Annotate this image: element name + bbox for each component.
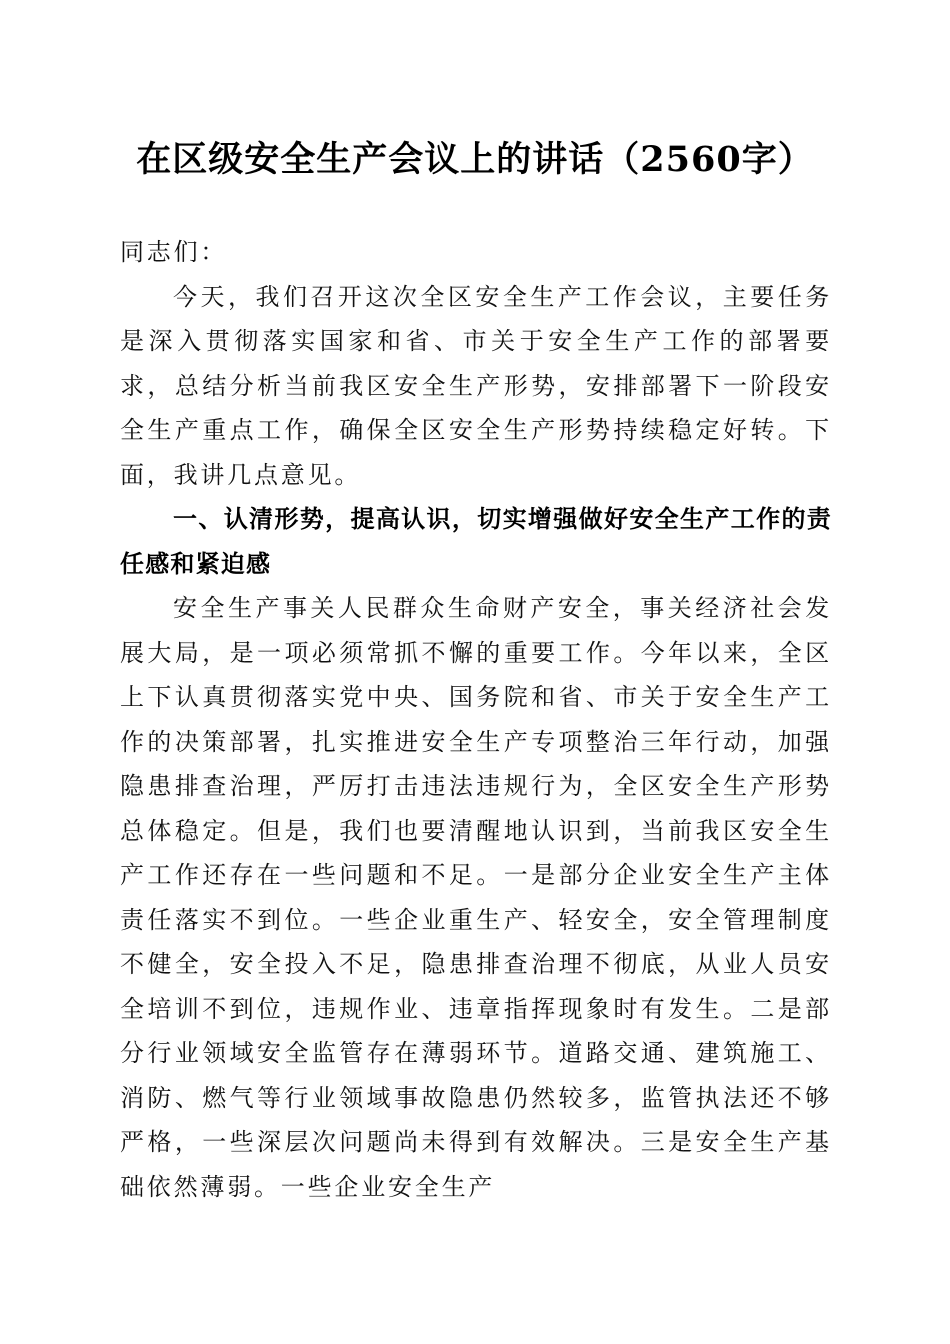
- document-title: 在区级安全生产会议上的讲话（2560字）: [136, 139, 814, 180]
- document-body: [120, 230, 832, 1209]
- salutation: 同志们：: [120, 238, 228, 266]
- section-heading: 一、认清形势，提高认识，切实增强做好安全生产工作的责任感和紧迫感: [120, 505, 832, 578]
- section-paragraph: 安全生产事关人民群众生命财产安全，事关经济社会发展大局，是一项必须常抓不懈的重要工作。今年以来，全区上下认真贯彻落实党中央、国务院和省、市关于安全生产工作的决策部署，扎实推进安全生产专项整治三年行动，加强隐患排查治理，严厉打击违法违规行为，全区安全生产形势总体稳定。但是，我们也要清醒地认识到，当前我区安全生产工作还存在一些问题和不足。一是部分企业安全生产主体责任落实不到位。一些企业重生产、轻安全，安全管理制度不健全，安全投入不足，隐患排查治理不彻底，从业人员安全培训不到位，违规作业、违章指挥现象时有发生。二是部分行业领域安全监管存在薄弱环节。道路交通、建筑施工、消防、燃气等行业领域事故隐患仍然较多，监管执法还不够严格，一些深层次问题尚未得到有效解决。三是安全生产基础依然薄弱。一些企业安全生产: [120, 594, 832, 1201]
- intro-paragraph: 今天，我们召开这次全区安全生产工作会议，主要任务是深入贯彻落实国家和省、市关于安全生产工作的部署要求，总结分析当前我区安全生产形势，安排部署下一阶段安全生产重点工作，确保全区安全生产形势持续稳定好转。下面，我讲几点意见。: [120, 282, 832, 489]
